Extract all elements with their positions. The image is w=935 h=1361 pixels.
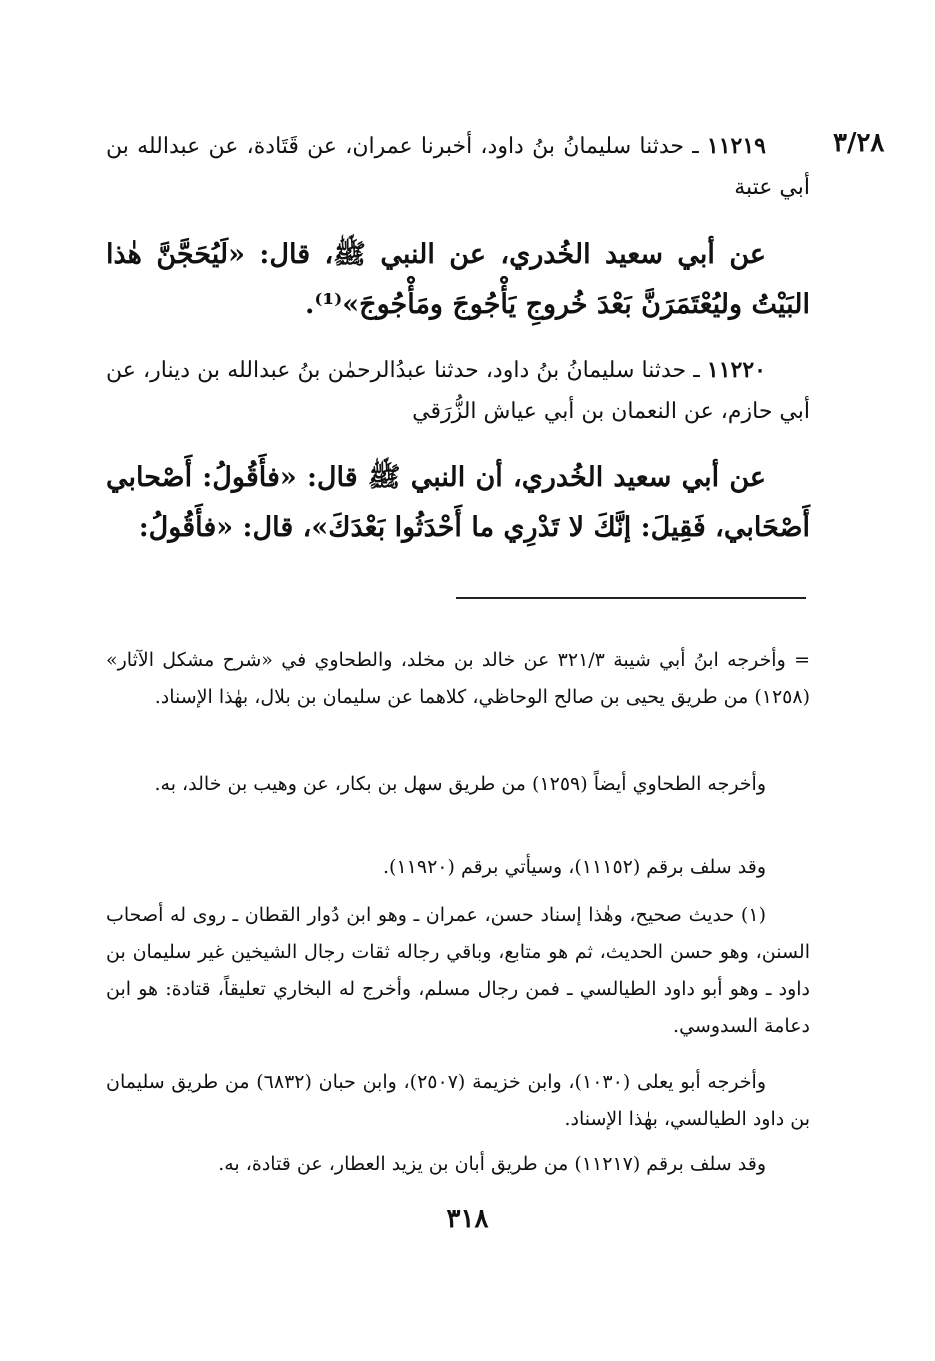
footnote-1-paragraph-2: وأخرجه أبو يعلى (١٠٣٠)، وابن خزيمة (٢٥٠٧)، وابن حبان (٦٨٣٢) من طريق سليمان بن داود الطيالسي، بهٰذا الإسناد. [106,1071,810,1130]
hadith-11219-number: ١١٢١٩ [706,133,766,159]
hadith-11220-isnad [106,350,810,432]
footnote-1-paragraph-3: وقد سلف برقم (١١٢١٧) من طريق أبان بن يزيد العطار، عن قتادة، به. [218,1153,766,1175]
volume-page-reference: ٣/٢٨ [833,128,885,158]
page-number: ٣١٨ [446,1204,489,1234]
hadith-11220-isnad-text: ـ حدثنا سليمانُ بنُ داود، حدثنا عبدُالرحمٰن بنُ عبدالله بن دينار، عن أبي حازم، عن النعمان بن أبي عياش الزُّرَقي [106,358,810,424]
footnote-separator [456,597,806,599]
hadith-11220-matn: عن أبي سعيد الخُدري، أن النبي ﷺ قال: «فأَقُولُ: أَصْحابي أَصْحَابي، فَقِيلَ: إنَّكَ لا تَدْرِي ما أَحْدَثُوا بَعْدَكَ»، قال: «فأَقُولُ: [106,462,810,543]
footnote-continuation-paragraph-3: وقد سلف برقم (١١١٥٢)، وسيأتي برقم (١١٩٢٠). [383,856,766,878]
footnote-continuation-paragraph-1: = وأخرجه ابنُ أبي شيبة ٣٢١/٣ عن خالد بن مخلد، والطحاوي في «شرح مشكل الآثار» (١٢٥٨) من طريق يحيى بن صالح الوحاظي، كلاهما عن سليمان بن بلال، بهٰذا الإسناد. [106,649,810,708]
hadith-11219-isnad [106,126,810,208]
hadith-11219-isnad-text: ـ حدثنا سليمانُ بنُ داود، أخبرنا عمران، عن قَتَادة، عن عبدالله بن أبي عتبة [106,134,810,200]
footnote-continuation-paragraph-2: وأخرجه الطحاوي أيضاً (١٢٥٩) من طريق سهل بن بكار، عن وهيب بن خالد، به. [154,773,766,795]
hadith-11219-matn: عن أبي سعيد الخُدري، عن النبي ﷺ، قال: «لَيُحَجَّنَّ هٰذا البَيْتُ وليُعْتَمَرَنَّ بَعْدَ خُروجِ يَأْجُوجَ ومَأْجُوجَ»⁽¹⁾. [106,239,810,320]
footnote-1-paragraph-1: (١) حديث صحيح، وهٰذا إسناد حسن، عمران ـ وهو ابن دُوار القطان ـ روى له أصحاب السنن، وهو حسن الحديث، ثم هو متابع، وباقي رجاله ثقات رجال الشيخين غير سليمان بن داود ـ وهو أبو داود الطيالسي ـ فمن رجال مسلم، وأخرج له البخاري تعليقاً، قتادة: هو ابن دعامة السدوسي. [106,904,810,1037]
hadith-11220-number: ١١٢٢٠ [706,357,766,383]
